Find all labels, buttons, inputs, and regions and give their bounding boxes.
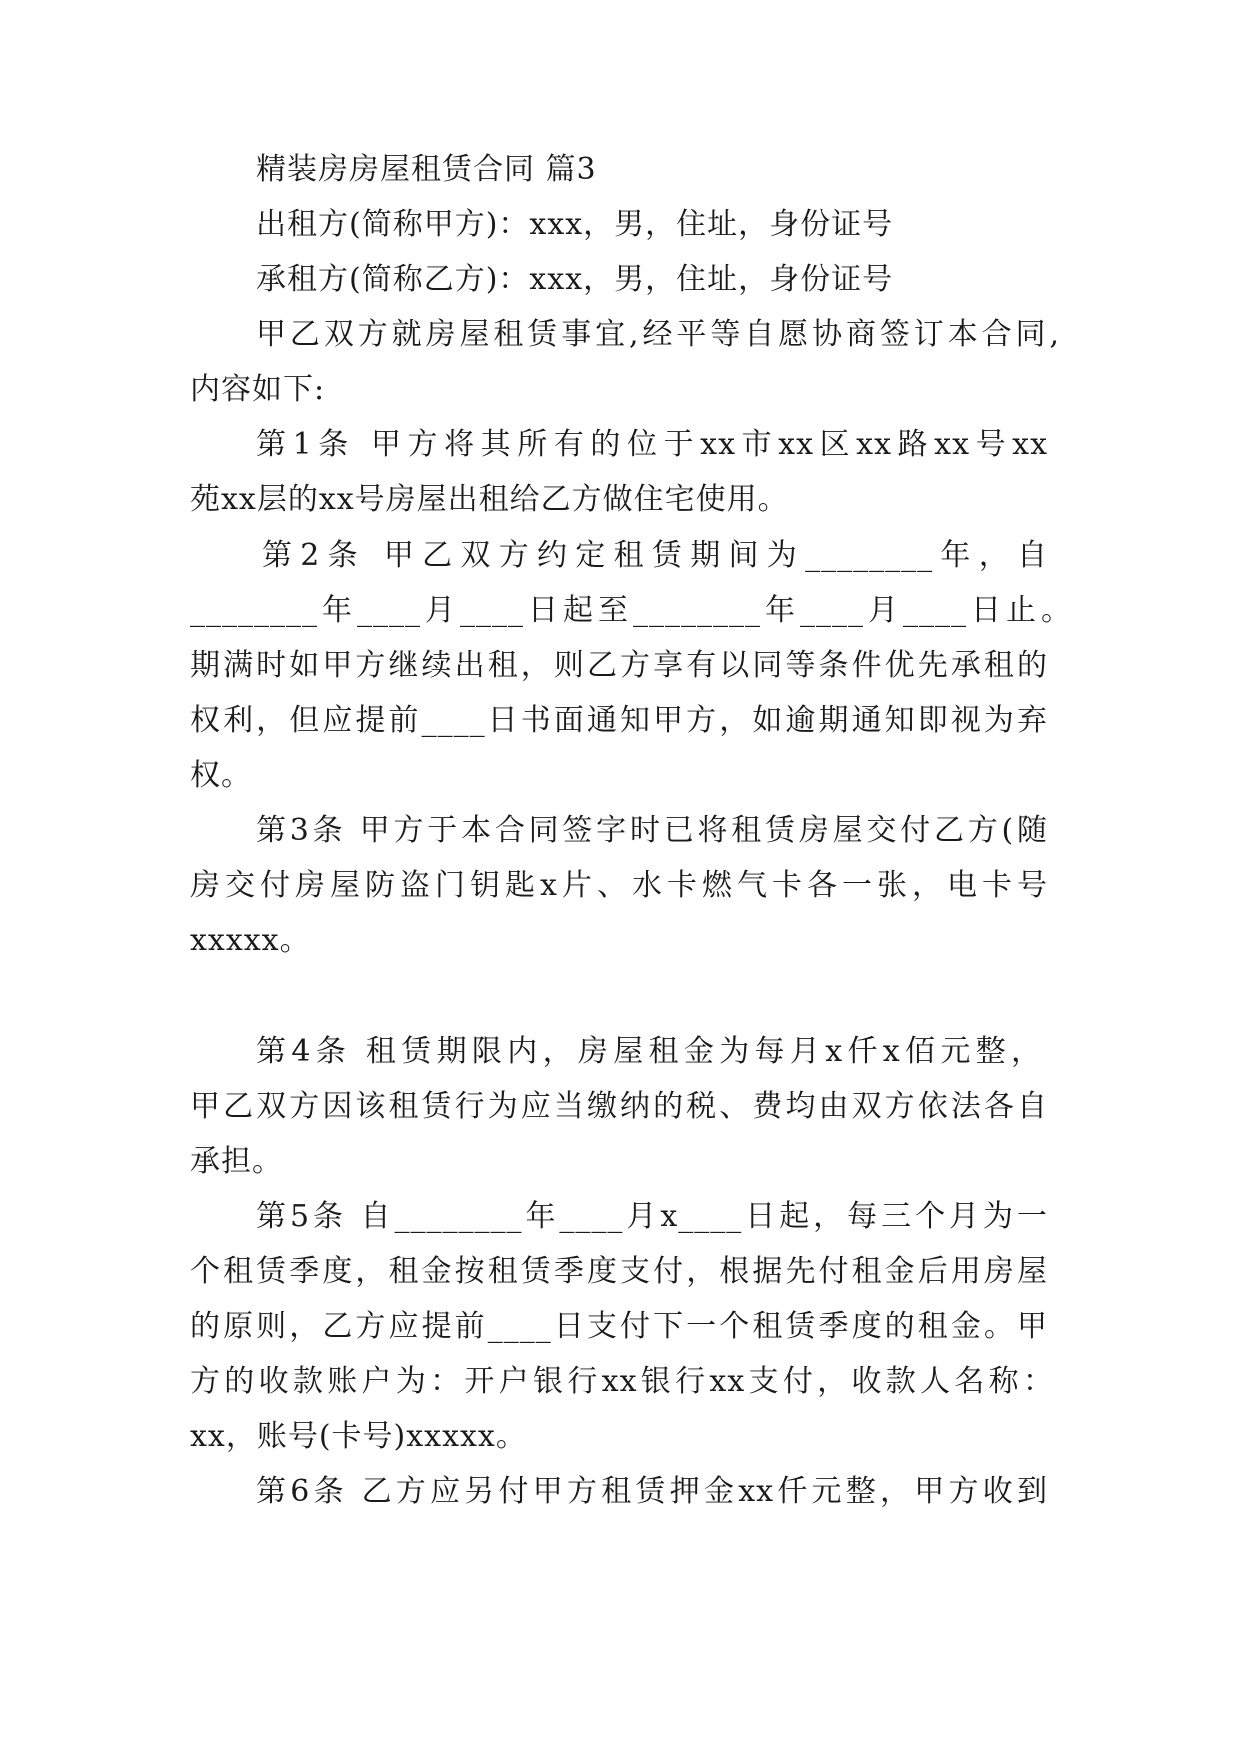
intro-line-1: 甲乙双方就房屋租赁事宜,经平等自愿协商签订本合同, — [256, 317, 1060, 352]
article-3-line-3: xxxxx。 — [190, 923, 311, 958]
lessor-line: 出租方(简称甲方)：xxx，男，住址，身份证号 — [256, 207, 894, 242]
article-2-line-4: 权利，但应提前____日书面通知甲方，如逾期通知即视为弃 — [190, 703, 1048, 738]
article-6-line-1: 第6条 乙方应另付甲方租赁押金xx仟元整，甲方收到 — [256, 1474, 1048, 1509]
article-5-line-2: 个租赁季度，租金按租赁季度支付，根据先付租金后用房屋 — [190, 1254, 1048, 1289]
article-5-line-5: xx，账号(卡号)xxxxx。 — [190, 1419, 527, 1454]
intro-line-2: 内容如下: — [190, 372, 326, 407]
article-2-line-5: 权。 — [190, 758, 252, 793]
article-4-line-2: 甲乙双方因该租赁行为应当缴纳的税、费均由双方依法各自 — [190, 1089, 1048, 1124]
article-5-line-3: 的原则，乙方应提前____日支付下一个租赁季度的租金。甲 — [190, 1309, 1048, 1344]
article-4-line-3: 承担。 — [190, 1144, 283, 1179]
article-3-line-1: 第3条 甲方于本合同签字时已将租赁房屋交付乙方(随 — [256, 813, 1048, 848]
lessee-line: 承租方(简称乙方)：xxx，男，住址，身份证号 — [256, 262, 894, 297]
article-2-line-3: 期满时如甲方继续出租，则乙方享有以同等条件优先承租的 — [190, 648, 1048, 683]
article-2-line-1: 第2条 甲乙双方约定租赁期间为________年，自 — [262, 538, 1048, 573]
article-5-line-1: 第5条 自________年____月x____日起，每三个月为一 — [256, 1199, 1048, 1234]
article-5-line-4: 方的收款账户为：开户银行xx银行xx支付，收款人名称： — [190, 1364, 1054, 1399]
article-2-line-2: ________年____月____日起至________年____月____日止。 — [190, 593, 1072, 628]
article-1-line-2: 苑xx层的xx号房屋出租给乙方做住宅使用。 — [190, 482, 789, 517]
article-1-line-1: 第1条 甲方将其所有的位于xx市xx区xx路xx号xx — [256, 427, 1048, 462]
document-heading: 精装房房屋租赁合同 篇3 — [256, 152, 597, 187]
article-3-line-2: 房交付房屋防盗门钥匙x片、水卡燃气卡各一张，电卡号 — [190, 868, 1048, 903]
article-4-line-1: 第4条 租赁期限内，房屋租金为每月x仟x佰元整， — [256, 1034, 1042, 1069]
